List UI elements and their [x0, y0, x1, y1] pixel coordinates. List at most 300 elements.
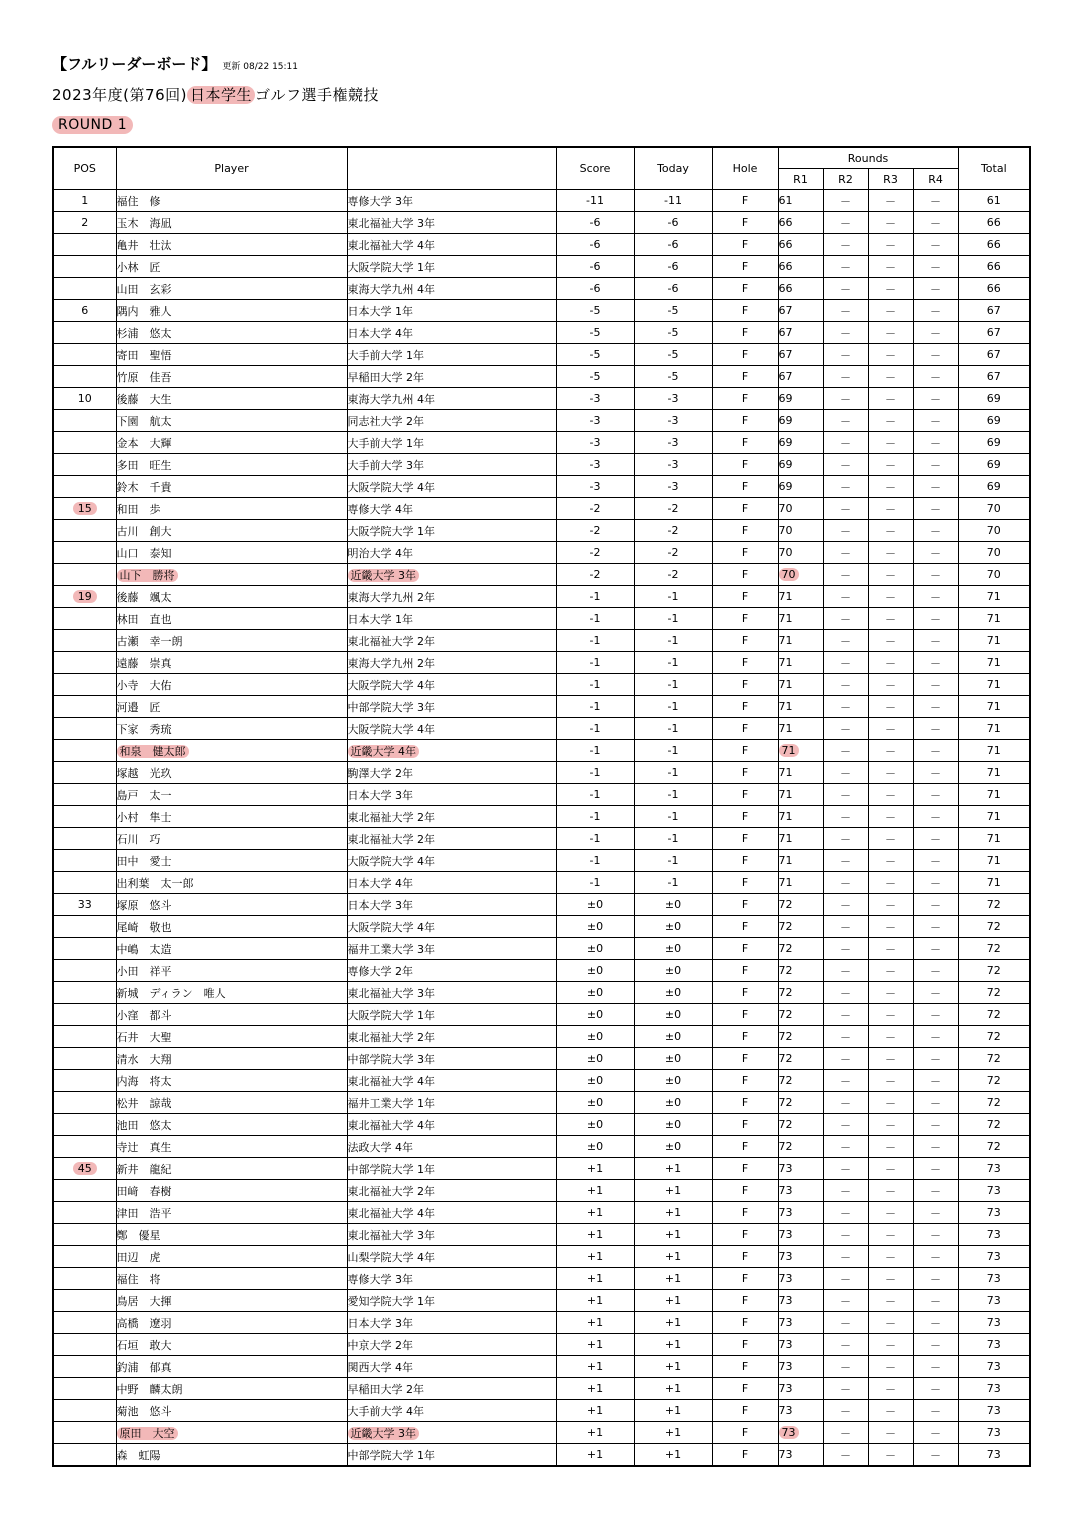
r1-cell-text: 71 [778, 590, 793, 603]
school-name [347, 498, 556, 520]
r2-cell-text: － [840, 546, 851, 560]
r2-cell-text: － [840, 502, 851, 516]
r3-cell-text: － [885, 678, 896, 692]
r1-cell [778, 1400, 823, 1422]
player-name-text: 小寺 大佑 [116, 678, 172, 692]
r4-cell [913, 1246, 958, 1268]
school-name-text: 大阪学院大学 4年 [347, 920, 435, 934]
school-name-text: 東海大学九州 2年 [347, 590, 435, 604]
total-cell [958, 410, 1030, 432]
r1-cell-text: 71 [778, 612, 793, 625]
hole-cell-text: F [741, 436, 749, 449]
table-row [53, 1224, 1030, 1246]
r3-cell [868, 476, 913, 498]
r2-cell [823, 300, 868, 322]
event-name [52, 84, 379, 106]
today-cell [634, 1202, 712, 1224]
r3-cell [868, 542, 913, 564]
today-cell-text: ±0 [664, 1052, 682, 1065]
r2-cell [823, 520, 868, 542]
r2-cell [823, 1092, 868, 1114]
r3-cell-text: － [885, 1294, 896, 1308]
hole-cell-text: F [741, 1272, 749, 1285]
r2-cell-text: － [840, 1206, 851, 1220]
r2-cell [823, 608, 868, 630]
table-row [53, 498, 1030, 520]
total-cell [958, 1334, 1030, 1356]
r4-cell-text: － [930, 612, 942, 626]
score-cell [556, 1026, 634, 1048]
score-cell [556, 1158, 634, 1180]
score-cell [556, 586, 634, 608]
table-row [53, 630, 1030, 652]
col-hole: Hole [712, 147, 778, 190]
r3-cell [868, 278, 913, 300]
r1-cell [778, 1246, 823, 1268]
total-cell-text: 72 [986, 942, 1001, 955]
total-cell-text: 72 [986, 1118, 1001, 1131]
today-cell-text: -6 [667, 216, 679, 229]
r4-cell [913, 762, 958, 784]
r4-cell-text: － [930, 744, 942, 758]
today-cell [634, 938, 712, 960]
r1-cell-text: 73 [778, 1404, 793, 1417]
r2-cell [823, 1114, 868, 1136]
score-cell [556, 1400, 634, 1422]
r1-cell-text: 72 [778, 920, 793, 933]
r1-cell-text: 72 [778, 964, 793, 977]
score-cell [556, 1224, 634, 1246]
total-cell-text: 73 [986, 1360, 1001, 1373]
r2-cell-text: － [840, 612, 851, 626]
r4-cell [913, 652, 958, 674]
player-name-text: 下家 秀琉 [116, 722, 172, 736]
hole-cell [712, 960, 778, 982]
r2-cell-text: － [840, 458, 851, 472]
today-cell [634, 1224, 712, 1246]
r1-cell [778, 1004, 823, 1026]
hole-cell-text: F [741, 282, 749, 295]
score-cell [556, 300, 634, 322]
r3-cell [868, 322, 913, 344]
score-cell [556, 1334, 634, 1356]
r1-cell-text: 70 [778, 502, 793, 515]
hole-cell-text: F [741, 722, 749, 735]
pos-cell [53, 1004, 116, 1026]
today-cell-text: -3 [667, 480, 679, 493]
school-name [347, 1334, 556, 1356]
r3-cell [868, 1070, 913, 1092]
player-name [116, 960, 347, 982]
r2-cell [823, 652, 868, 674]
hole-cell-text: F [741, 832, 749, 845]
table-row [53, 608, 1030, 630]
today-cell [634, 1378, 712, 1400]
r1-cell-text: 72 [778, 1074, 793, 1087]
today-cell [634, 190, 712, 212]
r4-cell [913, 630, 958, 652]
hole-cell-text: F [741, 1382, 749, 1395]
table-row [53, 300, 1030, 322]
r2-cell [823, 872, 868, 894]
r4-cell-text: － [930, 194, 942, 208]
total-cell-text: 70 [986, 502, 1001, 515]
hole-cell-text: F [741, 194, 749, 207]
r2-cell-text: － [840, 590, 851, 604]
r1-cell [778, 1334, 823, 1356]
today-cell-text: -1 [667, 700, 679, 713]
player-name [116, 696, 347, 718]
school-name [347, 1356, 556, 1378]
score-cell [556, 322, 634, 344]
r4-cell-text: － [930, 1382, 942, 1396]
pos-cell-text: 15 [73, 502, 97, 515]
r4-cell [913, 740, 958, 762]
r3-cell-text: － [885, 722, 896, 736]
school-name [347, 608, 556, 630]
r3-cell [868, 718, 913, 740]
pos-cell [53, 1158, 116, 1180]
hole-cell-text: F [741, 1052, 749, 1065]
r3-cell-text: － [885, 766, 896, 780]
r3-cell-text: － [885, 1448, 896, 1462]
r2-cell [823, 1048, 868, 1070]
school-name-text: 明治大学 4年 [347, 546, 413, 560]
r2-cell-text: － [840, 1338, 851, 1352]
school-name [347, 1004, 556, 1026]
pos-cell [53, 850, 116, 872]
score-cell-text: -2 [589, 546, 601, 559]
today-cell [634, 1334, 712, 1356]
r2-cell-text: － [840, 1096, 851, 1110]
pos-cell [53, 234, 116, 256]
score-cell [556, 454, 634, 476]
score-cell-text: -2 [589, 524, 601, 537]
r3-cell-text: － [885, 194, 896, 208]
r1-cell-text: 71 [778, 634, 793, 647]
table-row [53, 916, 1030, 938]
total-cell [958, 938, 1030, 960]
score-cell-text: -1 [589, 700, 601, 713]
r4-cell [913, 300, 958, 322]
player-name-text: 田﨑 春樹 [116, 1184, 172, 1198]
school-name-text: 大阪学院大学 1年 [347, 1008, 435, 1022]
r3-cell-text: － [885, 1250, 896, 1264]
hole-cell [712, 388, 778, 410]
today-cell [634, 982, 712, 1004]
school-name-text: 日本大学 1年 [347, 612, 413, 626]
today-cell [634, 916, 712, 938]
player-name [116, 1356, 347, 1378]
today-cell [634, 234, 712, 256]
today-cell [634, 960, 712, 982]
school-name-text: 東海大学九州 4年 [347, 282, 435, 296]
r2-cell-text: － [840, 1008, 851, 1022]
school-name [347, 894, 556, 916]
school-name-text: 日本大学 3年 [347, 898, 413, 912]
r3-cell [868, 212, 913, 234]
total-cell [958, 498, 1030, 520]
r1-cell [778, 1158, 823, 1180]
r2-cell-text: － [840, 1140, 851, 1154]
r4-cell-text: － [930, 656, 942, 670]
hole-cell [712, 212, 778, 234]
r2-cell-text: － [840, 986, 851, 1000]
hole-cell [712, 916, 778, 938]
r3-cell [868, 1246, 913, 1268]
school-name [347, 454, 556, 476]
school-name-text: 日本大学 3年 [347, 788, 413, 802]
school-name-text: 福井工業大学 1年 [347, 1096, 435, 1110]
r1-cell-text: 73 [778, 1184, 793, 1197]
score-cell-text: ±0 [586, 942, 604, 955]
school-name-text: 東北福祉大学 2年 [347, 832, 435, 846]
total-cell [958, 1290, 1030, 1312]
r1-cell [778, 432, 823, 454]
col-r4: R4 [913, 169, 958, 190]
school-name-text: 専修大学 4年 [347, 502, 413, 516]
pos-cell [53, 322, 116, 344]
school-name-text: 東北福祉大学 2年 [347, 1184, 435, 1198]
score-cell-text: -1 [589, 722, 601, 735]
score-cell [556, 1356, 634, 1378]
score-cell-text: +1 [586, 1360, 604, 1373]
today-cell-text: -3 [667, 392, 679, 405]
r1-cell [778, 608, 823, 630]
school-name [347, 322, 556, 344]
player-name [116, 740, 347, 762]
player-name [116, 872, 347, 894]
school-name [347, 190, 556, 212]
player-name [116, 388, 347, 410]
r2-cell-text: － [840, 304, 851, 318]
r1-cell [778, 564, 823, 586]
today-cell-text: -3 [667, 414, 679, 427]
player-name-text: 島戸 太一 [116, 788, 172, 802]
hole-cell-text: F [741, 1030, 749, 1043]
hole-cell-text: F [741, 964, 749, 977]
score-cell-text: -1 [589, 678, 601, 691]
total-cell [958, 1026, 1030, 1048]
today-cell-text: -2 [667, 502, 679, 515]
school-name [347, 1092, 556, 1114]
player-name-text: 小窪 都斗 [116, 1008, 172, 1022]
total-cell [958, 828, 1030, 850]
total-cell-text: 72 [986, 964, 1001, 977]
score-cell [556, 542, 634, 564]
total-cell-text: 72 [986, 898, 1001, 911]
r3-cell-text: － [885, 1052, 896, 1066]
score-cell-text: +1 [586, 1162, 604, 1175]
score-cell [556, 850, 634, 872]
hole-cell [712, 1246, 778, 1268]
r1-cell-text: 66 [778, 238, 793, 251]
school-name [347, 740, 556, 762]
r1-cell [778, 498, 823, 520]
r2-cell-text: － [840, 898, 851, 912]
hole-cell-text: F [741, 546, 749, 559]
r1-cell-text: 71 [779, 744, 799, 757]
player-name [116, 1224, 347, 1246]
r2-cell [823, 1136, 868, 1158]
hole-cell [712, 1114, 778, 1136]
school-name-text: 法政大学 4年 [347, 1140, 413, 1154]
today-cell-text: ±0 [664, 898, 682, 911]
pos-cell [53, 1224, 116, 1246]
col-r2: R2 [823, 169, 868, 190]
today-cell [634, 388, 712, 410]
r4-cell-text: － [930, 986, 942, 1000]
hole-cell [712, 1356, 778, 1378]
r2-cell [823, 960, 868, 982]
table-row [53, 1114, 1030, 1136]
today-cell [634, 894, 712, 916]
pos-cell [53, 410, 116, 432]
score-cell-text: -1 [589, 788, 601, 801]
total-cell-text: 71 [986, 634, 1001, 647]
school-name [347, 520, 556, 542]
school-name [347, 410, 556, 432]
r4-cell-text: － [930, 1052, 942, 1066]
today-cell [634, 1114, 712, 1136]
hole-cell [712, 476, 778, 498]
r3-cell-text: － [885, 1074, 896, 1088]
table-row [53, 234, 1030, 256]
r1-cell-text: 71 [778, 788, 793, 801]
today-cell [634, 498, 712, 520]
today-cell-text: ±0 [664, 942, 682, 955]
r1-cell-text: 69 [778, 458, 793, 471]
player-name-text: 河邉 匠 [116, 700, 161, 714]
player-name [116, 1180, 347, 1202]
r4-cell [913, 1158, 958, 1180]
player-name [116, 828, 347, 850]
table-row [53, 960, 1030, 982]
hole-cell [712, 806, 778, 828]
today-cell [634, 872, 712, 894]
r2-cell-text: － [840, 854, 851, 868]
hole-cell-text: F [741, 898, 749, 911]
score-cell [556, 630, 634, 652]
pos-cell [53, 696, 116, 718]
r4-cell-text: － [930, 370, 942, 384]
table-row [53, 850, 1030, 872]
r2-cell-text: － [840, 788, 851, 802]
total-cell-text: 61 [986, 194, 1001, 207]
total-cell-text: 71 [986, 788, 1001, 801]
pos-cell [53, 1180, 116, 1202]
r2-cell-text: － [840, 700, 851, 714]
r2-cell [823, 454, 868, 476]
total-cell [958, 960, 1030, 982]
school-name-text: 中部学院大学 3年 [347, 1052, 435, 1066]
today-cell [634, 586, 712, 608]
hole-cell [712, 938, 778, 960]
r3-cell [868, 1202, 913, 1224]
r4-cell-text: － [930, 700, 942, 714]
r4-cell-text: － [930, 766, 942, 780]
r2-cell-text: － [840, 876, 851, 890]
table-row [53, 1290, 1030, 1312]
player-name-text: 隅内 雅人 [116, 304, 172, 318]
total-cell-text: 73 [986, 1294, 1001, 1307]
school-name [347, 1202, 556, 1224]
today-cell [634, 850, 712, 872]
pos-cell-text: 6 [81, 304, 89, 317]
player-name-text: 多田 旺生 [116, 458, 172, 472]
r2-cell-text: － [840, 1030, 851, 1044]
school-name-text: 中部学院大学 1年 [347, 1162, 435, 1176]
today-cell [634, 432, 712, 454]
r2-cell [823, 234, 868, 256]
school-name [347, 1158, 556, 1180]
r4-cell [913, 212, 958, 234]
school-name-text: 専修大学 2年 [347, 964, 413, 978]
total-cell-text: 73 [986, 1228, 1001, 1241]
total-cell [958, 1092, 1030, 1114]
school-name [347, 1290, 556, 1312]
score-cell [556, 410, 634, 432]
pos-cell [53, 630, 116, 652]
school-name-text: 早稲田大学 2年 [347, 1382, 424, 1396]
hole-cell [712, 1202, 778, 1224]
school-name [347, 982, 556, 1004]
today-cell [634, 366, 712, 388]
total-cell [958, 520, 1030, 542]
hole-cell-text: F [741, 942, 749, 955]
score-cell [556, 894, 634, 916]
score-cell-text: +1 [586, 1184, 604, 1197]
hole-cell-text: F [741, 1404, 749, 1417]
r1-cell [778, 784, 823, 806]
r1-cell-text: 71 [778, 876, 793, 889]
r1-cell [778, 1180, 823, 1202]
hole-cell [712, 674, 778, 696]
school-name [347, 1268, 556, 1290]
hole-cell-text: F [741, 700, 749, 713]
player-name-text: 森 虹陽 [116, 1448, 161, 1462]
pos-cell [53, 652, 116, 674]
r1-cell-text: 70 [778, 546, 793, 559]
hole-cell-text: F [741, 1228, 749, 1241]
table-row [53, 542, 1030, 564]
r2-cell [823, 718, 868, 740]
r3-cell [868, 1290, 913, 1312]
player-name-text: 清水 大翔 [116, 1052, 172, 1066]
r1-cell-text: 73 [778, 1316, 793, 1329]
total-cell [958, 300, 1030, 322]
r2-cell-text: － [840, 282, 851, 296]
r4-cell-text: － [930, 1316, 942, 1330]
pos-cell [53, 828, 116, 850]
r1-cell-text: 73 [778, 1206, 793, 1219]
r4-cell [913, 718, 958, 740]
score-cell [556, 1378, 634, 1400]
today-cell-text: +1 [664, 1382, 682, 1395]
today-cell [634, 806, 712, 828]
r4-cell-text: － [930, 832, 942, 846]
today-cell-text: -6 [667, 260, 679, 273]
hole-cell-text: F [741, 1338, 749, 1351]
r3-cell-text: － [885, 1404, 896, 1418]
player-name [116, 564, 347, 586]
r4-cell-text: － [930, 546, 942, 560]
score-cell [556, 1136, 634, 1158]
today-cell-text: ±0 [664, 986, 682, 999]
player-name-text: 小田 祥平 [116, 964, 172, 978]
total-cell [958, 1180, 1030, 1202]
player-name-text: 杉浦 悠太 [116, 326, 172, 340]
